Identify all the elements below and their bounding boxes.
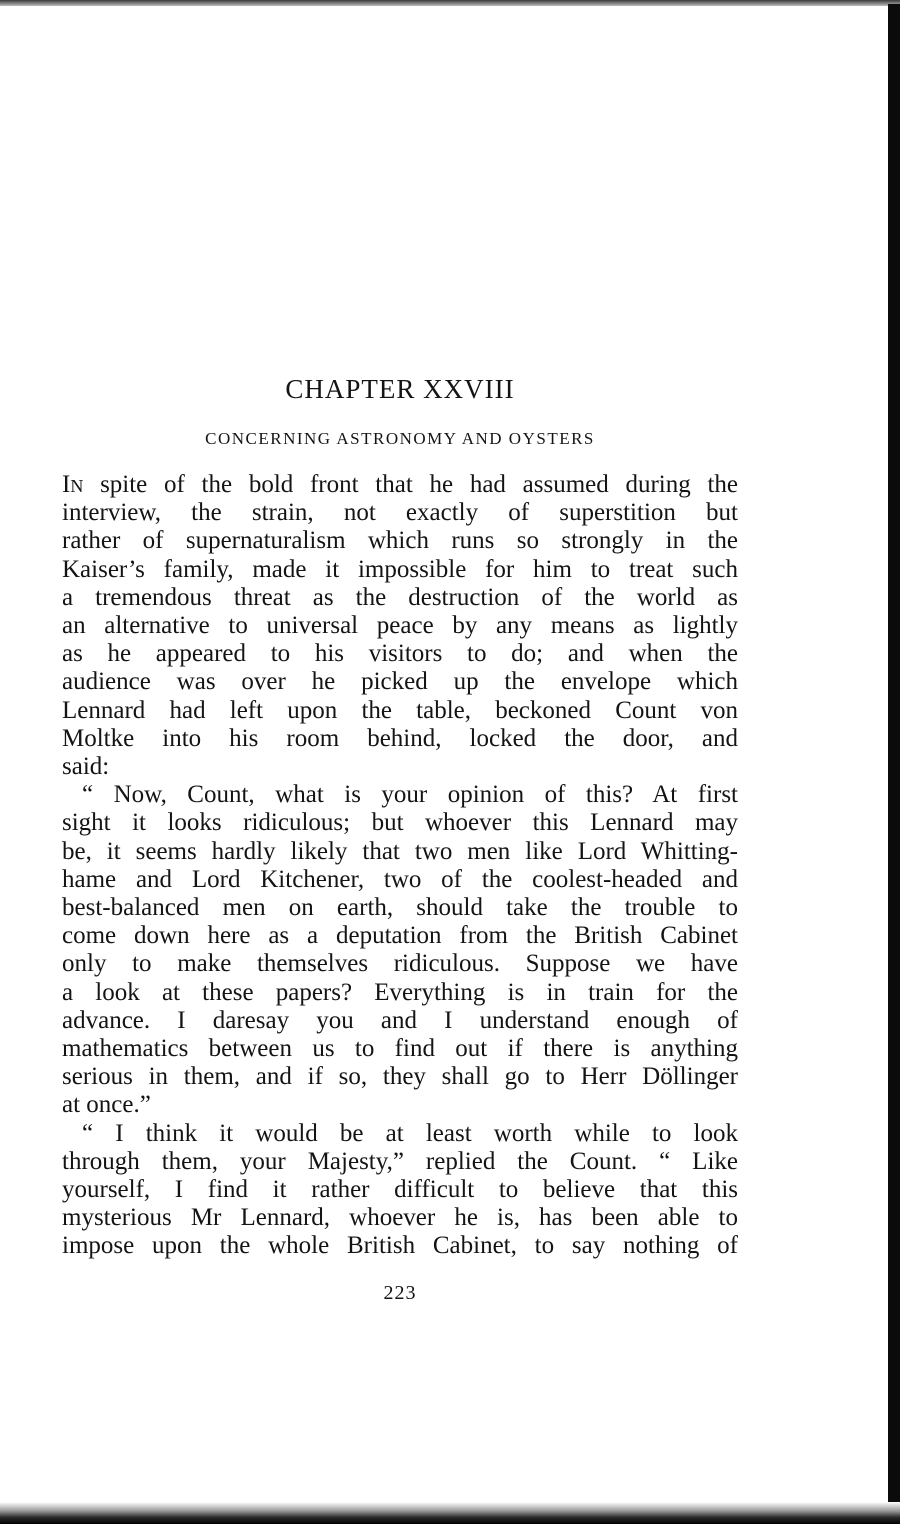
paragraph-3 <box>62 1120 738 1261</box>
text-line: yourself, I find it rather difficult to believe that this <box>62 1176 738 1204</box>
text-line: best-balanced men on earth, should take the trouble to <box>62 894 738 922</box>
text-line: “ Now, Count, what is your opinion of this? At first <box>82 781 738 809</box>
text-line: as he appeared to his visitors to do; and when the <box>62 640 738 668</box>
text-line: be, it seems hardly likely that two men like Lord Whitting- <box>62 837 738 865</box>
text-line: only to make themselves ridiculous. Suppose we have <box>62 950 738 978</box>
text-line: In spite of the bold front that he had assumed during the <box>62 471 739 498</box>
text-line: through them, your Majesty,” replied the Count. “ Like <box>62 1147 738 1175</box>
text-line: rather of supernaturalism which runs so strongly in the <box>62 527 738 555</box>
paragraph-1 <box>62 471 738 781</box>
text-line: a tremendous threat as the destruction of the world as <box>62 583 738 611</box>
scan-bottom-edge <box>0 1502 900 1524</box>
scan-right-edge <box>888 4 900 1516</box>
text-line: a look at these papers? Everything is in train for the <box>62 978 738 1006</box>
page-content <box>62 374 739 1304</box>
text-line: sight it looks ridiculous; but whoever this Lennard may <box>62 809 738 837</box>
text-line: at once.” <box>62 1091 151 1119</box>
text-line: mysterious Mr Lennard, whoever he is, has been able to <box>62 1204 738 1232</box>
text-line: serious in them, and if so, they shall go to Herr Döllinger <box>62 1063 738 1091</box>
text-line: an alternative to universal peace by any means as lightly <box>62 612 738 640</box>
paragraph-2 <box>62 781 738 1119</box>
text-line: interview, the strain, not exactly of superstition but <box>62 499 738 527</box>
text-line: mathematics between us to find out if there is anything <box>62 1035 738 1063</box>
text-line: impose upon the whole British Cabinet, to say nothing of <box>62 1232 738 1260</box>
text-line: Lennard had left upon the table, beckoned Count von <box>62 696 738 724</box>
scan-top-edge <box>0 0 900 6</box>
text-line: advance. I daresay you and I understand enough of <box>62 1006 738 1034</box>
chapter-title: CHAPTER XXVIII <box>285 374 515 404</box>
text-line: “ I think it would be at least worth while to look <box>82 1119 738 1147</box>
drop-cap: In <box>62 471 84 498</box>
text-line: Kaiser’s family, made it impossible for him to treat such <box>62 555 738 583</box>
text-line: Moltke into his room behind, locked the door, and <box>62 724 738 752</box>
text-line: come down here as a deputation from the British Cabinet <box>62 922 738 950</box>
text-line: hame and Lord Kitchener, two of the coolest-headed and <box>62 865 738 893</box>
text-line: audience was over he picked up the envelope which <box>62 668 738 696</box>
text-line: said: <box>62 753 110 781</box>
chapter-subtitle: CONCERNING ASTRONOMY AND OYSTERS <box>205 429 595 448</box>
page-number: 223 <box>383 1282 417 1304</box>
